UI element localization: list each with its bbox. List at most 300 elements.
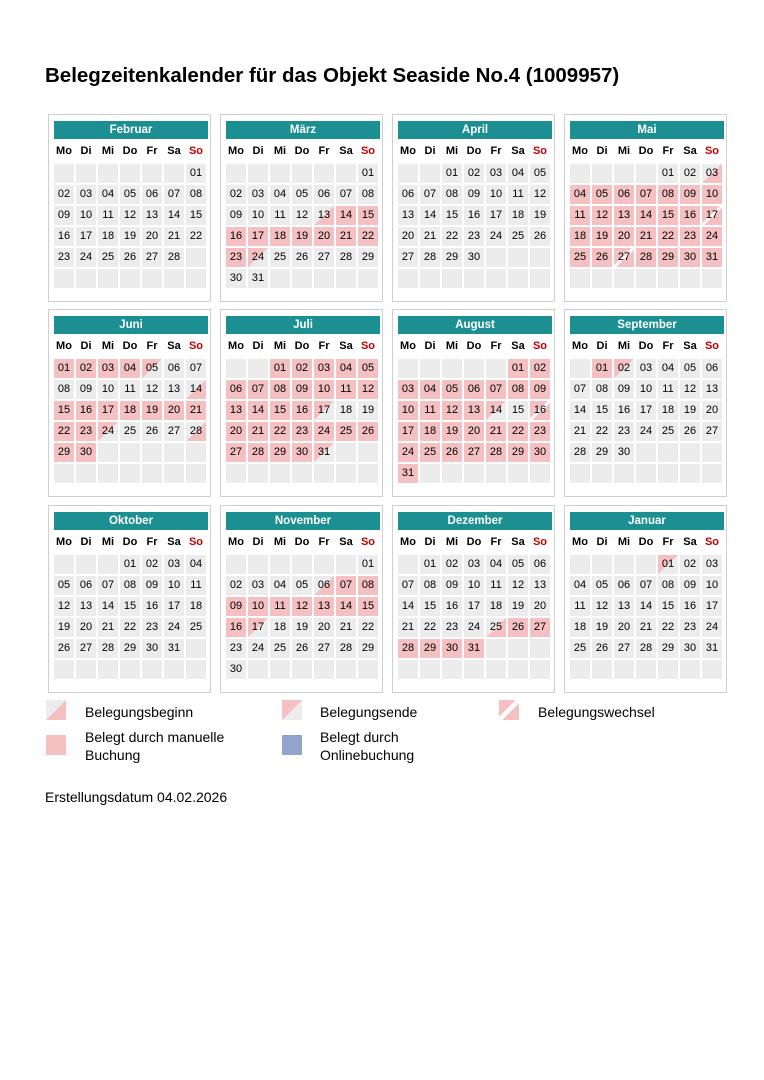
day-cell: 25 <box>98 248 118 267</box>
month-name: August <box>398 316 552 334</box>
day-cell: 30 <box>226 660 246 679</box>
day-cell: 15 <box>54 401 74 420</box>
day-cell: 14 <box>398 597 418 616</box>
day-cell: 18 <box>98 227 118 246</box>
day-cell: 22 <box>592 422 612 441</box>
day-cell: 20 <box>702 401 722 420</box>
day-cell: 01 <box>186 164 206 183</box>
empty-cell <box>98 443 118 462</box>
weekday-label: Fr <box>318 536 330 548</box>
day-cell: 03 <box>164 555 184 574</box>
empty-cell <box>508 269 528 288</box>
weekday-label: Sa <box>683 145 697 157</box>
weekday-label: Mo <box>56 145 72 157</box>
day-cell: 22 <box>186 227 206 246</box>
day-cell: 25 <box>270 639 290 658</box>
day-cell: 01 <box>658 164 678 183</box>
month-11 <box>564 505 727 693</box>
day-cell: 17 <box>486 206 506 225</box>
empty-cell <box>54 660 74 679</box>
empty-cell <box>420 164 440 183</box>
day-cell: 12 <box>442 401 462 420</box>
empty-cell <box>226 359 246 378</box>
empty-cell <box>592 164 612 183</box>
day-cell: 07 <box>398 576 418 595</box>
month-name: Juni <box>54 316 208 334</box>
day-cell: 09 <box>226 597 246 616</box>
day-cell: 21 <box>486 422 506 441</box>
empty-cell <box>226 164 246 183</box>
day-cell: 28 <box>636 248 656 267</box>
day-cell: 26 <box>442 443 462 462</box>
empty-cell <box>530 639 550 658</box>
day-cell: 20 <box>142 227 162 246</box>
day-cell: 13 <box>530 576 550 595</box>
day-cell: 25 <box>120 422 140 441</box>
day-cell: 31 <box>464 639 484 658</box>
day-cell: 09 <box>292 380 312 399</box>
day-cell: 09 <box>614 380 634 399</box>
day-cell: 03 <box>464 555 484 574</box>
day-cell: 06 <box>142 185 162 204</box>
day-cell: 05 <box>292 576 312 595</box>
weekday-label: So <box>188 536 204 548</box>
day-cell: 02 <box>76 359 96 378</box>
empty-cell <box>292 660 312 679</box>
day-cell: 03 <box>702 164 722 183</box>
day-cell: 06 <box>614 576 634 595</box>
empty-cell <box>336 464 356 483</box>
day-cell: 28 <box>336 248 356 267</box>
empty-cell <box>54 555 74 574</box>
weekday-label: Di <box>252 536 264 548</box>
empty-cell <box>76 555 96 574</box>
day-cell: 14 <box>164 206 184 225</box>
empty-cell <box>142 660 162 679</box>
day-cell: 02 <box>142 555 162 574</box>
day-cell: 06 <box>226 380 246 399</box>
weekday-label: Sa <box>167 340 181 352</box>
day-cell: 25 <box>658 422 678 441</box>
month-2 <box>392 114 555 302</box>
weekday-label: Mi <box>617 340 631 352</box>
day-cell: 28 <box>398 639 418 658</box>
day-cell: 20 <box>76 618 96 637</box>
weekday-label: Sa <box>167 536 181 548</box>
empty-cell <box>142 443 162 462</box>
day-cell: 02 <box>614 359 634 378</box>
day-cell: 15 <box>358 206 378 225</box>
day-cell: 30 <box>226 269 246 288</box>
empty-cell <box>98 464 118 483</box>
weekday-label: Mo <box>228 145 244 157</box>
day-cell: 08 <box>592 380 612 399</box>
weekday-label: Sa <box>683 340 697 352</box>
day-cell: 03 <box>636 359 656 378</box>
day-cell: 05 <box>358 359 378 378</box>
day-cell: 21 <box>164 227 184 246</box>
day-cell: 15 <box>592 401 612 420</box>
empty-cell <box>164 269 184 288</box>
day-cell: 21 <box>186 401 206 420</box>
day-cell: 01 <box>658 555 678 574</box>
day-cell: 27 <box>314 639 334 658</box>
weekday-label: Do <box>638 536 654 548</box>
day-cell: 18 <box>270 618 290 637</box>
day-cell: 24 <box>248 248 268 267</box>
day-cell: 28 <box>570 443 590 462</box>
day-cell: 13 <box>314 206 334 225</box>
empty-cell <box>614 555 634 574</box>
day-cell: 05 <box>120 185 140 204</box>
empty-cell <box>98 660 118 679</box>
day-cell: 01 <box>270 359 290 378</box>
empty-cell <box>358 660 378 679</box>
empty-cell <box>486 359 506 378</box>
day-cell: 04 <box>270 576 290 595</box>
day-cell: 13 <box>76 597 96 616</box>
weekday-label: Di <box>596 340 608 352</box>
day-cell: 24 <box>464 618 484 637</box>
day-cell: 08 <box>508 380 528 399</box>
month-name: Oktober <box>54 512 208 530</box>
day-cell: 13 <box>314 597 334 616</box>
day-cell: 17 <box>314 401 334 420</box>
day-cell: 11 <box>658 380 678 399</box>
day-cell: 02 <box>680 164 700 183</box>
day-cell: 08 <box>658 185 678 204</box>
weekday-label: Mi <box>101 536 115 548</box>
empty-cell <box>336 164 356 183</box>
day-cell: 10 <box>248 206 268 225</box>
day-cell: 16 <box>614 401 634 420</box>
day-cell: 27 <box>530 618 550 637</box>
empty-cell <box>658 660 678 679</box>
empty-cell <box>464 464 484 483</box>
empty-cell <box>120 443 140 462</box>
empty-cell <box>702 660 722 679</box>
day-cell: 09 <box>54 206 74 225</box>
day-cell: 10 <box>702 185 722 204</box>
day-cell: 03 <box>398 380 418 399</box>
day-cell: 22 <box>358 618 378 637</box>
day-cell: 18 <box>186 597 206 616</box>
day-cell: 24 <box>486 227 506 246</box>
day-cell: 20 <box>314 618 334 637</box>
day-cell: 23 <box>292 422 312 441</box>
empty-cell <box>486 269 506 288</box>
day-cell: 20 <box>464 422 484 441</box>
day-cell: 18 <box>120 401 140 420</box>
day-cell: 31 <box>164 639 184 658</box>
weekday-label: Do <box>294 340 310 352</box>
day-cell: 18 <box>486 597 506 616</box>
weekday-label: Fr <box>318 340 330 352</box>
day-cell: 02 <box>54 185 74 204</box>
day-cell: 30 <box>614 443 634 462</box>
weekday-label: Sa <box>339 536 353 548</box>
empty-cell <box>76 464 96 483</box>
day-cell: 19 <box>120 227 140 246</box>
weekday-label: Di <box>80 536 92 548</box>
weekday-label: Sa <box>167 145 181 157</box>
day-cell: 29 <box>54 443 74 462</box>
empty-cell <box>658 269 678 288</box>
empty-cell <box>636 443 656 462</box>
day-cell: 10 <box>486 185 506 204</box>
day-cell: 22 <box>442 227 462 246</box>
day-cell: 29 <box>120 639 140 658</box>
day-cell: 07 <box>570 380 590 399</box>
empty-cell <box>248 555 268 574</box>
day-cell: 24 <box>248 639 268 658</box>
day-cell: 14 <box>420 206 440 225</box>
empty-cell <box>636 555 656 574</box>
day-cell: 20 <box>226 422 246 441</box>
empty-cell <box>398 359 418 378</box>
empty-cell <box>398 164 418 183</box>
empty-cell <box>226 555 246 574</box>
day-cell: 08 <box>270 380 290 399</box>
empty-cell <box>420 464 440 483</box>
weekday-label: So <box>704 536 720 548</box>
day-cell: 19 <box>508 597 528 616</box>
empty-cell <box>680 443 700 462</box>
weekday-label: Fr <box>490 340 502 352</box>
day-cell: 13 <box>614 206 634 225</box>
empty-cell <box>186 248 206 267</box>
day-cell: 24 <box>636 422 656 441</box>
empty-cell <box>248 164 268 183</box>
day-cell: 12 <box>54 597 74 616</box>
day-cell: 17 <box>98 401 118 420</box>
day-cell: 06 <box>614 185 634 204</box>
day-cell: 05 <box>442 380 462 399</box>
day-cell: 29 <box>658 639 678 658</box>
day-cell: 21 <box>336 618 356 637</box>
day-cell: 18 <box>570 227 590 246</box>
day-cell: 22 <box>420 618 440 637</box>
day-cell: 21 <box>570 422 590 441</box>
empty-cell <box>508 639 528 658</box>
empty-cell <box>442 359 462 378</box>
day-cell: 04 <box>570 576 590 595</box>
day-cell: 14 <box>248 401 268 420</box>
empty-cell <box>186 269 206 288</box>
empty-cell <box>336 660 356 679</box>
day-cell: 26 <box>120 248 140 267</box>
day-cell: 27 <box>142 248 162 267</box>
day-cell: 04 <box>570 185 590 204</box>
day-cell: 17 <box>248 618 268 637</box>
day-cell: 01 <box>420 555 440 574</box>
day-cell: 16 <box>464 206 484 225</box>
empty-cell <box>658 443 678 462</box>
day-cell: 19 <box>358 401 378 420</box>
day-cell: 01 <box>442 164 462 183</box>
day-cell: 15 <box>508 401 528 420</box>
weekday-label: So <box>704 340 720 352</box>
weekday-label: Fr <box>490 536 502 548</box>
day-cell: 07 <box>636 185 656 204</box>
empty-cell <box>508 464 528 483</box>
day-cell: 08 <box>54 380 74 399</box>
day-cell: 26 <box>680 422 700 441</box>
day-cell: 28 <box>186 422 206 441</box>
day-cell: 08 <box>358 576 378 595</box>
day-cell: 31 <box>248 269 268 288</box>
day-cell: 06 <box>164 359 184 378</box>
empty-cell <box>186 443 206 462</box>
day-cell: 29 <box>358 248 378 267</box>
day-cell: 18 <box>420 422 440 441</box>
day-cell: 10 <box>636 380 656 399</box>
weekday-label: Mi <box>445 340 459 352</box>
day-cell: 25 <box>508 227 528 246</box>
empty-cell <box>336 443 356 462</box>
day-cell: 11 <box>98 206 118 225</box>
empty-cell <box>270 660 290 679</box>
day-cell: 04 <box>270 185 290 204</box>
weekday-label: Mo <box>56 536 72 548</box>
day-cell: 30 <box>530 443 550 462</box>
empty-cell <box>76 269 96 288</box>
day-cell: 21 <box>420 227 440 246</box>
day-cell: 07 <box>164 185 184 204</box>
empty-cell <box>336 269 356 288</box>
day-cell: 21 <box>398 618 418 637</box>
day-cell: 26 <box>592 639 612 658</box>
weekday-label: Sa <box>511 536 525 548</box>
day-cell: 03 <box>98 359 118 378</box>
day-cell: 27 <box>398 248 418 267</box>
day-cell: 02 <box>464 164 484 183</box>
weekday-label: Sa <box>511 145 525 157</box>
empty-cell <box>614 464 634 483</box>
month-5 <box>220 309 383 497</box>
empty-cell <box>164 164 184 183</box>
month-3 <box>564 114 727 302</box>
day-cell: 29 <box>420 639 440 658</box>
day-cell: 23 <box>680 227 700 246</box>
empty-cell <box>336 555 356 574</box>
day-cell: 01 <box>54 359 74 378</box>
empty-cell <box>636 164 656 183</box>
day-cell: 24 <box>98 422 118 441</box>
empty-cell <box>292 555 312 574</box>
weekday-label: Mi <box>273 340 287 352</box>
day-cell: 25 <box>570 248 590 267</box>
day-cell: 30 <box>76 443 96 462</box>
day-cell: 17 <box>76 227 96 246</box>
day-cell: 24 <box>164 618 184 637</box>
day-cell: 10 <box>314 380 334 399</box>
weekday-label: Di <box>424 536 436 548</box>
empty-cell <box>680 464 700 483</box>
weekday-label: Di <box>80 340 92 352</box>
empty-cell <box>270 464 290 483</box>
day-cell: 16 <box>76 401 96 420</box>
weekday-label: Di <box>80 145 92 157</box>
empty-cell <box>358 443 378 462</box>
day-cell: 16 <box>680 206 700 225</box>
day-cell: 12 <box>292 597 312 616</box>
weekday-label: Sa <box>339 145 353 157</box>
empty-cell <box>614 164 634 183</box>
empty-cell <box>226 464 246 483</box>
empty-cell <box>592 660 612 679</box>
weekday-label: So <box>532 145 548 157</box>
day-cell: 03 <box>248 576 268 595</box>
weekday-label: Do <box>638 340 654 352</box>
month-4 <box>48 309 211 497</box>
day-cell: 27 <box>464 443 484 462</box>
day-cell: 23 <box>442 618 462 637</box>
day-cell: 14 <box>486 401 506 420</box>
weekday-label: Mo <box>400 145 416 157</box>
day-cell: 10 <box>464 576 484 595</box>
day-cell: 07 <box>248 380 268 399</box>
day-cell: 22 <box>658 227 678 246</box>
weekday-label: So <box>360 145 376 157</box>
month-7 <box>564 309 727 497</box>
weekday-label: Mo <box>400 340 416 352</box>
day-cell: 23 <box>226 248 246 267</box>
empty-cell <box>570 464 590 483</box>
empty-cell <box>614 269 634 288</box>
weekday-label: So <box>360 340 376 352</box>
empty-cell <box>248 660 268 679</box>
weekday-label: Fr <box>146 145 158 157</box>
day-cell: 27 <box>226 443 246 462</box>
empty-cell <box>186 639 206 658</box>
day-cell: 30 <box>142 639 162 658</box>
legend-start-label: Belegungsbeginn <box>85 704 194 720</box>
empty-cell <box>570 359 590 378</box>
day-cell: 25 <box>186 618 206 637</box>
day-cell: 16 <box>54 227 74 246</box>
weekday-label: Mi <box>101 145 115 157</box>
day-cell: 09 <box>530 380 550 399</box>
month-name: Februar <box>54 121 208 139</box>
weekday-label: Mi <box>273 145 287 157</box>
day-cell: 19 <box>142 401 162 420</box>
day-cell: 24 <box>314 422 334 441</box>
empty-cell <box>464 269 484 288</box>
day-cell: 29 <box>592 443 612 462</box>
legend-end-label: Belegungsende <box>320 704 418 720</box>
day-cell: 29 <box>358 639 378 658</box>
day-cell: 30 <box>680 639 700 658</box>
day-cell: 01 <box>358 164 378 183</box>
day-cell: 13 <box>164 380 184 399</box>
day-cell: 03 <box>314 359 334 378</box>
day-cell: 06 <box>398 185 418 204</box>
day-cell: 03 <box>248 185 268 204</box>
day-cell: 12 <box>142 380 162 399</box>
day-cell: 11 <box>270 206 290 225</box>
day-cell: 10 <box>702 576 722 595</box>
day-cell: 02 <box>442 555 462 574</box>
day-cell: 04 <box>508 164 528 183</box>
legend-change-swatch <box>499 700 519 720</box>
day-cell: 22 <box>358 227 378 246</box>
weekday-label: So <box>704 145 720 157</box>
day-cell: 01 <box>120 555 140 574</box>
day-cell: 08 <box>186 185 206 204</box>
day-cell: 16 <box>226 227 246 246</box>
day-cell: 11 <box>270 597 290 616</box>
